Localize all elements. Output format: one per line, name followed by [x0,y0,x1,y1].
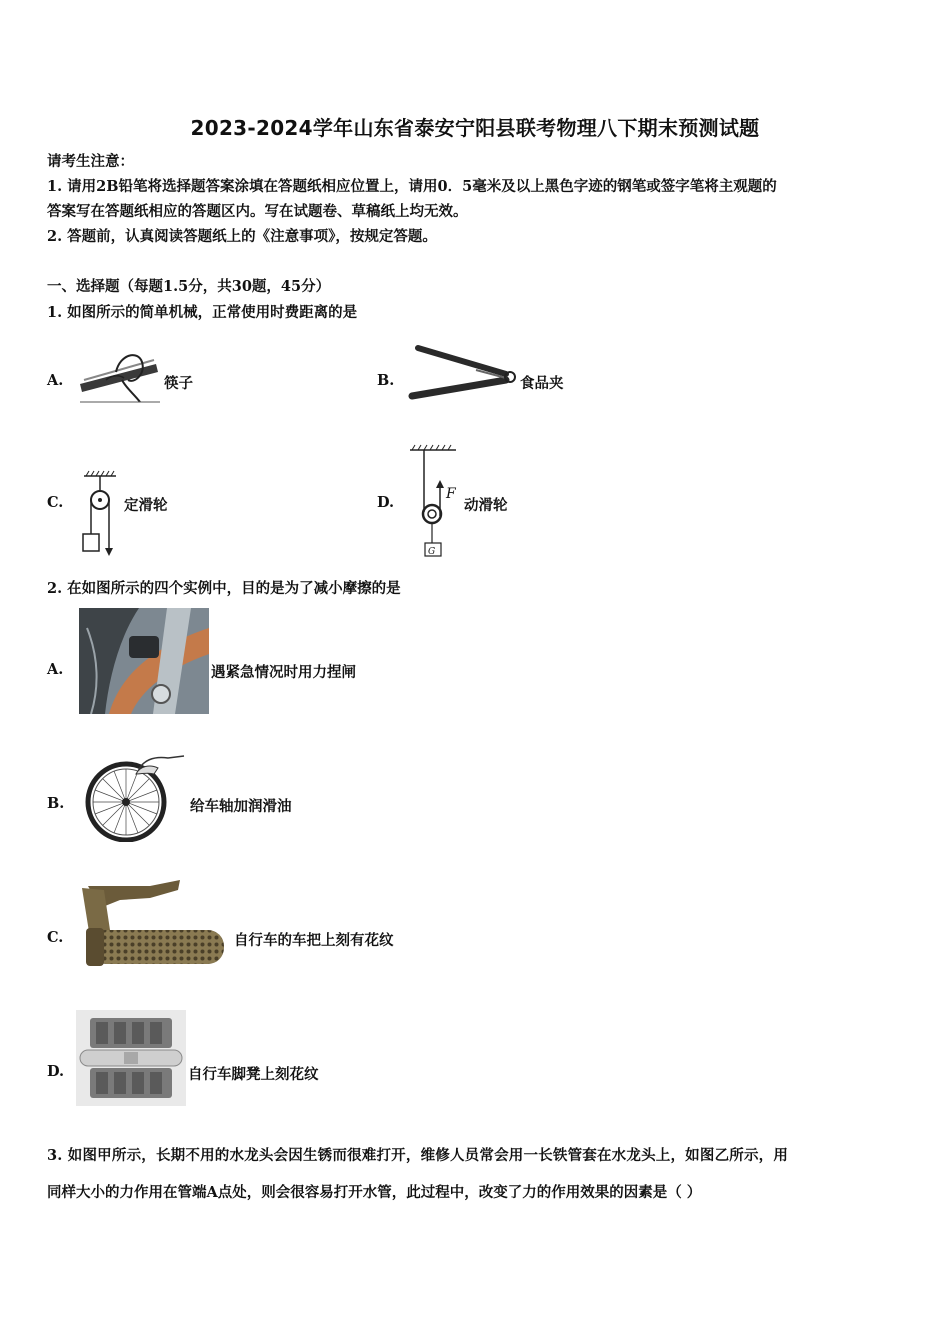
q1-option-b-letter[interactable]: B. [377,372,395,389]
notice-heading: 请考生注意： [47,153,134,170]
q1-option-d-letter[interactable]: D. [377,494,395,511]
force-f-label: F [446,486,456,502]
q2-option-c-label: 自行车的车把上刻有花纹 [234,932,394,949]
section-heading: 一、选择题（每题1.5分，共30题，45分） [47,278,331,295]
q1-option-b-label: 食品夹 [520,375,564,392]
question-3-stem: 3. 如图甲所示，长期不用的水龙头会因生锈而很难打开，维修人员常会用一长铁管套在水龙头上，如图乙所示，用 [47,1147,789,1164]
q1-option-c-label: 定滑轮 [124,497,168,514]
q2-option-d-label: 自行车脚凳上刻花纹 [188,1066,319,1083]
fixed-pulley-diagram [80,470,120,560]
notice-item-1-cont: 答案写在答题纸相应的答题区内。写在试题卷、草稿纸上均无效。 [47,203,468,220]
q2-option-d-letter[interactable]: D. [47,1063,65,1080]
q2-option-c-letter[interactable]: C. [47,929,64,946]
question-3-stem-cont: 同样大小的力作用在管端A点处，则会很容易打开水管，此过程中，改变了力的作用效果的因素是（ ） [47,1184,702,1201]
q2-option-b-label: 给车轴加润滑油 [190,798,292,815]
weight-g-label: G [428,547,436,557]
brake-photo [79,608,209,714]
q1-option-d-label: 动滑轮 [464,497,508,514]
bicycle-wheel-image [78,752,186,842]
food-tongs-image [406,340,518,404]
q1-option-c-letter[interactable]: C. [47,494,64,511]
movable-pulley-diagram [408,444,464,562]
q2-option-a-label: 遇紧急情况时用力捏闸 [211,664,356,681]
q2-option-a-letter[interactable]: A. [47,661,64,678]
q1-option-a-label: 筷子 [164,375,193,392]
bicycle-pedal-image [76,1010,186,1106]
notice-item-2: 2. 答题前，认真阅读答题纸上的《注意事项》，按规定答题。 [47,228,437,245]
notice-item-1: 1. 请用2B铅笔将选择题答案涂填在答题纸相应位置上，请用0．5毫米及以上黑色字迹的钢笔或签字笔将主观题的 [47,178,777,195]
question-1-stem: 1. 如图所示的简单机械，正常使用时费距离的是 [47,304,358,321]
bicycle-handlebar-image [80,878,230,970]
q2-option-b-letter[interactable]: B. [47,795,65,812]
chopsticks-image [76,350,162,406]
page-title: 2023-2024学年山东省泰安宁阳县联考物理八下期末预测试题 [190,116,760,140]
question-2-stem: 2. 在如图所示的四个实例中，目的是为了减小摩擦的是 [47,580,401,597]
q1-option-a-letter[interactable]: A. [47,372,64,389]
